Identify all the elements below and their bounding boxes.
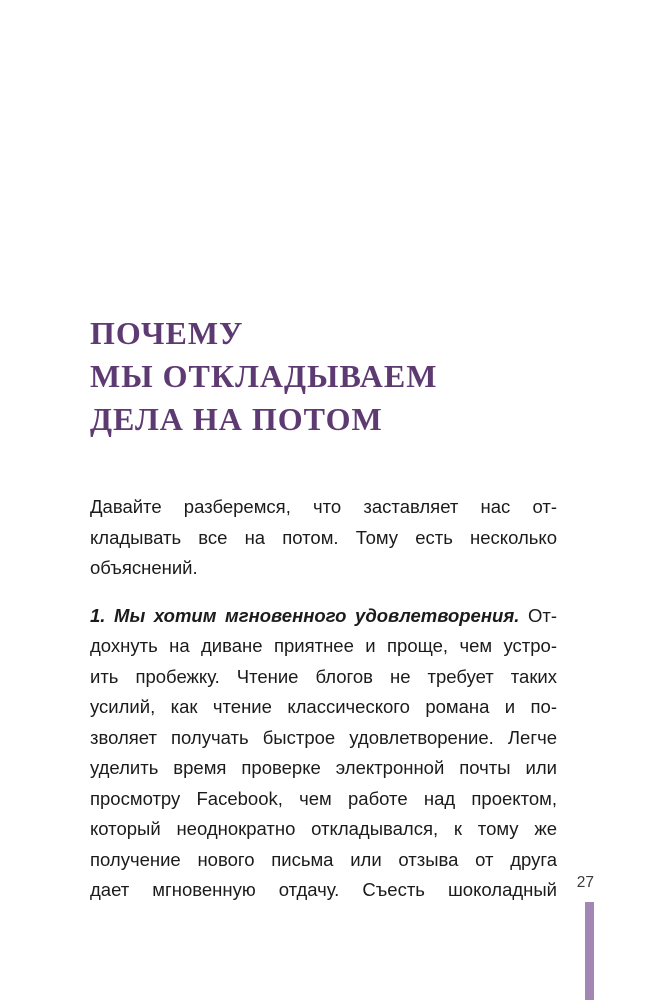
body-line: дает мгновенную отдачу. Съесть шоколадный: [90, 879, 557, 900]
paragraph-lead-emphasis: 1. Мы хотим мгновенного удовлетворения.: [90, 604, 520, 626]
body-line: просмотру Facebook, чем работе над проектом,: [90, 787, 557, 809]
body-line: получение нового письма или отзыва от друга: [90, 848, 557, 870]
page-number: 27: [576, 874, 594, 891]
paragraph: [90, 492, 557, 584]
body-line: Давайте разберемся, что заставляет нас от-: [90, 496, 557, 517]
body-line: дохнуть на диване приятнее и проще, чем устро-: [90, 635, 557, 656]
body-line: [90, 601, 557, 632]
page-accent-bar: [585, 902, 594, 1000]
chapter-title-line: ДЕЛА НА ПОТОМ: [90, 401, 383, 437]
body-line: уделить время проверке электронной почты или: [90, 757, 557, 778]
body-line: объяснений.: [90, 557, 198, 578]
body-line: который неоднократно откладывался, к тому же: [90, 818, 557, 839]
body-line: ить пробежку. Чтение блогов не требует таких: [90, 665, 557, 687]
paragraph-lead-rest: От-: [527, 604, 557, 626]
chapter-title-line: ПОЧЕМУ: [90, 315, 244, 351]
chapter-title: [90, 312, 437, 441]
body-line: зволяет получать быстрое удовлетворение. Легче: [90, 726, 557, 748]
chapter-title-line: МЫ ОТКЛАДЫВАЕМ: [90, 358, 438, 394]
body-line: усилий, как чтение классического романа и по-: [90, 696, 557, 717]
paragraph: [90, 601, 557, 906]
body-line: кладывать все на потом. Тому есть несколько: [90, 526, 557, 548]
body-text: [90, 492, 557, 923]
